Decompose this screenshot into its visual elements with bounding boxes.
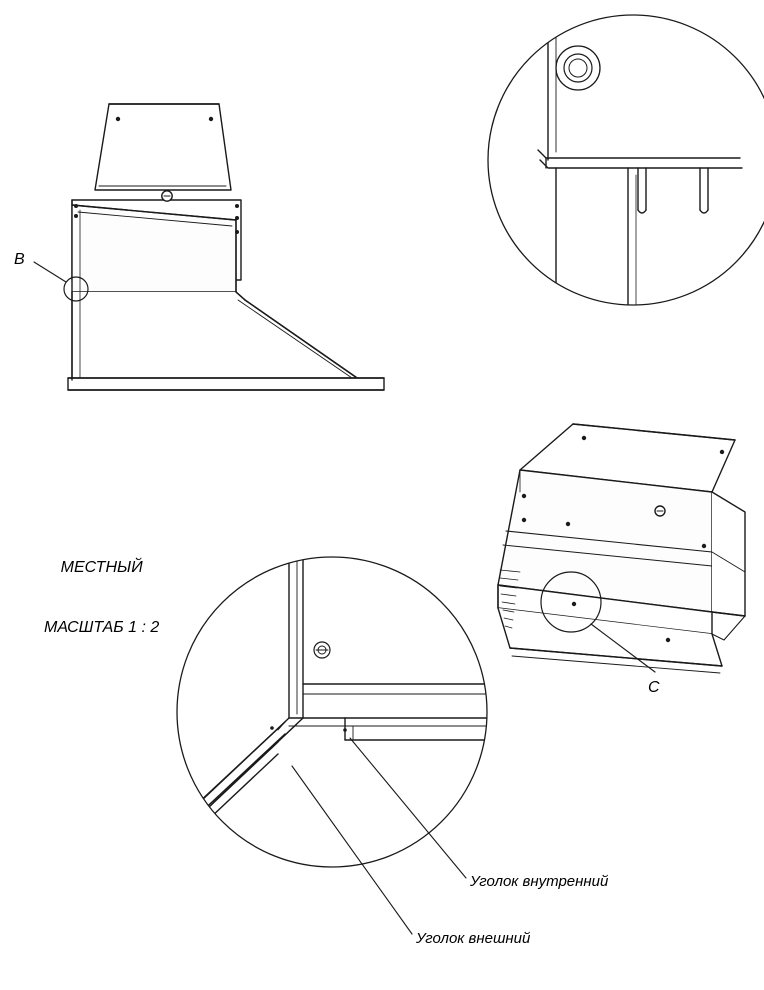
local-scale-note: [44, 518, 159, 678]
detail-c-enlarged-geometry: [176, 556, 500, 934]
detail-b-label: B: [14, 251, 25, 268]
isometric-geometry: [498, 424, 745, 673]
local-scale-line-1: МЕСТНЫЙ: [60, 559, 143, 576]
callout-outer-angle-label: Уголок внешний: [416, 930, 531, 947]
callout-inner-angle-label: Уголок внутренний: [470, 873, 609, 890]
detail-b-enlarged-geometry: [488, 0, 764, 310]
local-scale-line-2: МАСШТАБ 1 : 2: [44, 619, 160, 636]
detail-c-label: C: [648, 679, 660, 696]
side-elevation-geometry: [34, 104, 384, 390]
